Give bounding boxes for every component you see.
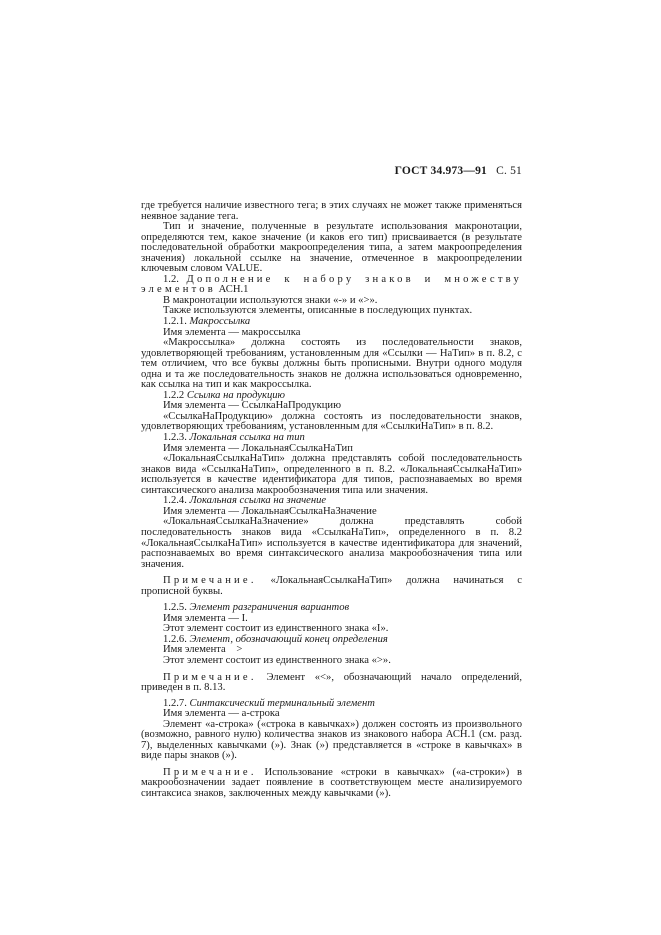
element-name: Имя элемента — I. [163, 612, 248, 624]
paragraph: Тип и значение, полученные в результате использования макронотации, определяются тем, какое значение (и каков его тип) присваивается (в результате последовательной обработки макроопределения типа, а затем макроопределения значения) локальной ссылке на значение, отмеченное в макроопределении ключевым словом VALUE. [141, 221, 522, 275]
section-heading-1-2-1 [141, 317, 522, 328]
document-page [141, 166, 522, 800]
section-heading-1-2 [141, 275, 522, 296]
section-title-tail: АСН.1 [218, 284, 249, 296]
note-text: «ЛокальнаяСсылкаНаТип» должна начинаться с прописной буквы. [141, 575, 522, 597]
section-title: Локальная ссылка на тип [189, 432, 305, 444]
paragraph: В макронотации используются знаки «-» и «>». [163, 294, 378, 306]
element-name: Имя элемента — СсылкаНаПродукцию [163, 400, 342, 412]
section-title: Синтаксический терминальный элемент [189, 697, 375, 709]
section-title: Макроссылка [189, 316, 251, 328]
note-label: Примечание. [163, 766, 257, 778]
paragraph: Элемент «a-строка» («строка в кавычках») должен состоять из произвольного (возможно, равного нулю) количества знаков из знакового набора АСН.1 (см. разд. 7), выделенных кавычками (»). Знак (») представляется в «строке в кавычках» в виде пары знаков (»). [141, 718, 522, 762]
section-title: Ссылка на продукцию [186, 389, 286, 401]
element-name: Имя элемента — ЛокальнаяСсылкаНаТип [163, 442, 353, 454]
note-text: Элемент «<», обозначающий начало определений, приведен в п. 8.13. [141, 671, 522, 694]
paragraph: Этот элемент состоит из единственного знака «>». [163, 654, 391, 666]
element-name: Имя элемента — ЛокальнаяСсылкаНаЗначение [163, 505, 377, 517]
element-name: Имя элемента > [163, 644, 243, 656]
paragraph: «Макроссылка» должна состоять из последовательности знаков, удовлетворяющей требованиям, установленным для «Ссылки — НаТип» в п. 8.2, с тем отличием, что все буквы должны быть прописными. Внутри одного модуля одна и та же последовательность знаков не должна использоваться одновременно, как ссылка на тип и как макроссылка. [141, 337, 522, 391]
section-heading-1-2-3 [141, 433, 522, 444]
section-number: 1.2.7. [163, 697, 187, 709]
section-number: 1.2.5. [163, 602, 187, 614]
section-number: 1.2.2 [163, 389, 185, 401]
section-number: 1.2. [163, 273, 179, 285]
section-title: Элемент разграничения вариантов [189, 602, 350, 614]
section-number: 1.2.3. [163, 432, 187, 444]
paragraph: Этот элемент состоит из единственного знака «I». [163, 623, 389, 635]
paragraph: «ЛокальнаяСсылкаНаТип» должна представлять собой последовательность знаков вида «СсылкаНаТип», определенного в п. 8.2. «ЛокальнаяСсылкаНаТип» используется в качестве идентификатора для типов, распознаваемых во время синтаксического анализа макрообозначения типа или значения. [141, 453, 522, 496]
section-title: Элемент, обозначающий конец определения [189, 633, 388, 645]
note [141, 768, 522, 800]
paragraph: где требуется наличие известного тега; в этих случаях не может также применяться неявное задание тега. [141, 200, 522, 222]
element-name: Имя элемента — макроссылка [163, 326, 301, 338]
paragraph: Также используются элементы, описанные в последующих пунктах. [163, 305, 473, 317]
paragraph: «ЛокальнаяСсылкаНаЗначение» должна представлять собой последовательность знаков вида «СсылкаНаТип», определенного в п. 8.2 «ЛокальнаяСсылкаНаТип» используется в качестве идентификатора для значений, распознаваемых во время синтаксического анализа макрообозначения типа или значения. [141, 516, 522, 570]
section-title: Дополнение к набору знаков и множеству элементов [141, 273, 522, 296]
note [141, 576, 522, 597]
section-number: 1.2.6. [163, 633, 187, 645]
note [141, 673, 522, 694]
section-number: 1.2.1. [163, 316, 187, 328]
page-number: С. 51 [496, 165, 522, 177]
paragraph: «СсылкаНаПродукцию» должна состоять из последовательности знаков, удовлетворяющих требованиям, установленным для «СсылкиНаТип» в п. 8.2. [141, 410, 522, 433]
page-header [141, 166, 522, 180]
section-number: 1.2.4. [163, 495, 187, 507]
note-text: Использование «строки в кавычках» («a-строки») в макрообозначении задает появление в соответствующем месте анализируемого синтаксиса знаков, заключенных между кавычками (»). [141, 766, 522, 799]
note-label: Примечание. [163, 575, 257, 587]
standard-number: ГОСТ 34.973—91 [394, 165, 487, 177]
note-label: Примечание. [163, 671, 257, 683]
element-name: Имя элемента — a-строка [163, 708, 280, 720]
section-title: Локальная ссылка на значение [189, 495, 327, 507]
